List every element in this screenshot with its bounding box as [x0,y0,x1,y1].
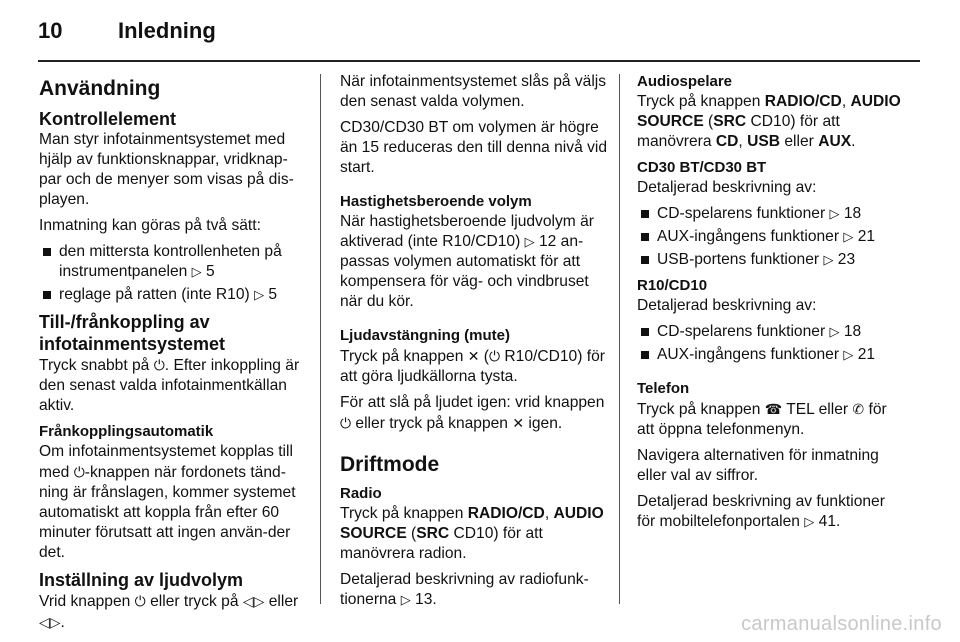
heading-radio: Radio [340,485,382,502]
page-ref-icon: ▷ [843,347,854,362]
steering-phone-icon: ✆ [852,401,865,417]
heading-r10-cd10: R10/CD10 [637,277,708,294]
column-2 [340,72,608,616]
bullet-square-icon [43,248,51,256]
page-header [38,16,918,60]
list-item: den mittersta kontrollenheten på instrumentpanelen ▷ 5 [39,242,307,282]
page-ref-icon: ▷ [829,324,840,339]
page-ref-icon: ▷ [823,252,834,267]
paragraph-mute: Tryck på knappen ✕ (⏻ R10/CD10) för att göra ljudkällorna tysta. [340,348,605,385]
column-3 [637,72,905,538]
page-ref-icon: ▷ [829,206,840,221]
page-number: 10 [38,18,63,43]
heading-cd30bt: CD30 BT/CD30 BT [637,159,767,176]
power-knob-icon: ⏻ [73,464,85,480]
page-ref-icon: ▷ [804,514,815,529]
paragraph-cd30: CD30/CD30 BT om volymen är högre än 15 reduceras den till denna nivå vid start. [340,119,608,176]
paragraph-audio: Tryck på knappen RADIO/CD, AUDIO SOURCE (SRC CD10) för att manövrera CD, USB eller AUX. [637,93,901,150]
mute-icon: ✕ [467,348,480,364]
heading-volume: Inställning av ljudvolym [39,570,244,590]
paragraph-auto-off: Om infotainmentsystemet kopplas till med ⏻-knappen när fordonets tänd-ning är frånslagen, kommer systemet automatiskt att koppla från efter 60 minuter förutsatt att ingen använ-der det. [39,443,296,561]
mute-icon: ✕ [512,415,525,431]
paragraph-phone: Tryck på knappen ☎ TEL eller ✆ för att öppna telefonmenyn. [637,401,887,438]
heading-auto-off: Frånkopplingsautomatik [39,423,214,440]
bullet-list [637,322,905,365]
list-item: reglage på ratten (inte R10) ▷ 5 [39,285,307,305]
paragraph-detail-cd30bt: Detaljerad beskrivning av: [637,179,817,196]
power-knob-icon: ⏻ [489,348,501,364]
list-item: AUX-ingångens funktioner ▷ 21 [637,227,905,247]
bullet-list [637,204,905,270]
heading-controls: Kontrollelement [39,109,177,129]
section-heading-modes: Driftmode [340,453,440,476]
paragraph-detail-r10: Detaljerad beskrivning av: [637,297,817,314]
bullet-list [39,242,307,305]
power-knob-icon: ⏻ [340,415,352,431]
paragraph-controls: Man styr infotainmentsystemet med hjälp av funktionsknappar, vridknap-par och de menyer som visas på dis-playen. [39,131,294,208]
bullet-square-icon [43,291,51,299]
column-1 [39,72,307,639]
bullet-square-icon [641,256,649,264]
header-rule [38,60,920,62]
page-ref-icon: ▷ [524,234,535,249]
watermark: carmanualsonline.info [741,613,942,635]
section-heading-usage: Användning [39,77,161,100]
paragraph-mobile: Detaljerad beskrivning av funktioner för mobiltelefonportalen ▷ 41. [637,493,885,530]
bullet-square-icon [641,328,649,336]
list-item: AUX-ingångens funktioner ▷ 21 [637,345,905,365]
paragraph-radio-detail: Detaljerad beskrivning av radiofunk-tionerna ▷ 13. [340,571,589,608]
list-item: CD-spelarens funktioner ▷ 18 [637,322,905,342]
paragraph-speed-volume: När hastighetsberoende ljudvolym är aktiverad (inte R10/CD10) ▷ 12 an-passas volymen automatiskt för att kompensera för väg- och vindbruset när du kör. [340,213,594,310]
page-ref-icon: ▷ [254,287,265,302]
heading-audio-player: Audiospelare [637,73,733,90]
volume-down-icon: ◁▷ [39,614,61,630]
paragraph-start-volume: När infotainmentsystemet slås på väljs den senast valda volymen. [340,73,607,110]
paragraph-on-off: Tryck snabbt på ⏻. Efter inkoppling är den senast valda infotainmentkällan aktiv. [39,357,300,414]
heading-on-off: Till-/frånkoppling av infotainmentsystemet [39,312,226,354]
phone-button-icon: ☎ [764,401,783,417]
list-item: CD-spelarens funktioner ▷ 18 [637,204,905,224]
power-knob-icon: ⏻ [153,357,165,373]
heading-speed-volume: Hastighetsberoende volym [340,193,532,210]
bullet-square-icon [641,210,649,218]
heading-phone: Telefon [637,380,690,397]
page-ref-icon: ▷ [191,264,202,279]
paragraph-radio: Tryck på knappen RADIO/CD, AUDIO SOURCE (SRC CD10) för att manövrera radion. [340,505,604,562]
paragraph-volume: Vrid knappen ⏻ eller tryck på ◁▷ eller ◁▷. [39,593,299,631]
volume-up-icon: ◁▷ [242,593,265,609]
heading-mute: Ljudavstängning (mute) [340,327,510,344]
column-divider [619,74,620,604]
page-ref-icon: ▷ [843,229,854,244]
paragraph-unmute: För att slå på ljudet igen: vrid knappen ⏻ eller tryck på knappen ✕ igen. [340,394,605,432]
paragraph-input: Inmatning kan göras på två sätt: [39,217,261,234]
list-item: USB-portens funktioner ▷ 23 [637,250,905,270]
bullet-square-icon [641,233,649,241]
bullet-square-icon [641,351,649,359]
page-title: Inledning [118,18,216,43]
page-ref-icon: ▷ [400,592,411,607]
paragraph-navigate: Navigera alternativen för inmatning eller val av siffror. [637,447,879,484]
column-divider [320,74,321,604]
power-knob-icon: ⏻ [134,593,146,609]
